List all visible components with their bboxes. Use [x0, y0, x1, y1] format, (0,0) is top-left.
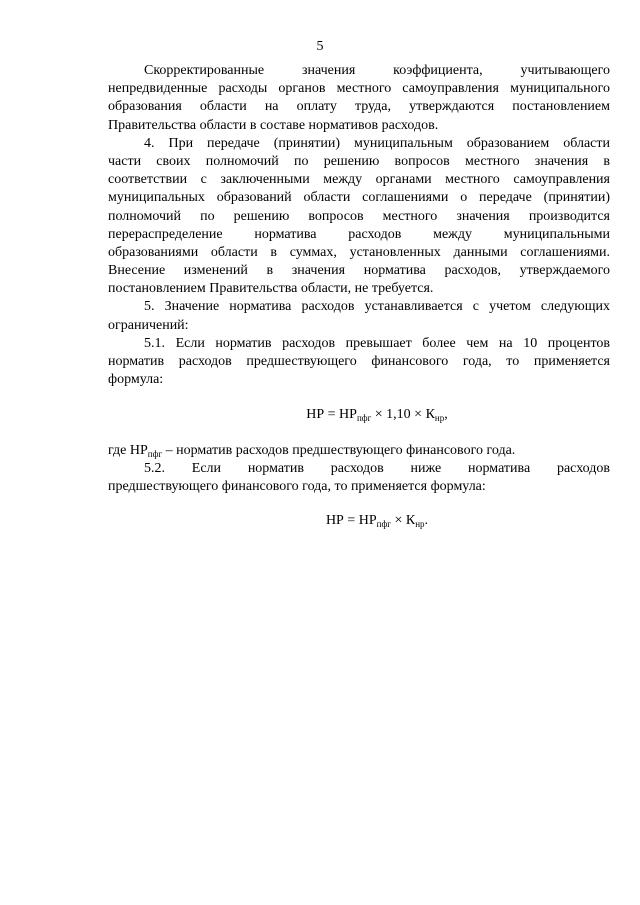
- text-line: формула:: [108, 372, 164, 388]
- formula-2-sub-nr: нр: [415, 519, 425, 530]
- formula-1-end: ,: [444, 407, 448, 423]
- text-line: 5.1. Если норматив расходов превышает более чем на 10 процентов: [144, 335, 610, 351]
- paragraphs-block-2: [108, 460, 610, 496]
- formula-2-lhs: НР = НР: [325, 513, 377, 529]
- text-line: образования области на оплату труда, утверждаются постановлением: [108, 99, 610, 115]
- text-line: непредвиденные расходы органов местного самоуправления муниципального: [108, 81, 610, 97]
- document-body: [108, 62, 610, 530]
- text-line: Внесение изменений в значения норматива расходов, утверждаемого: [108, 263, 610, 279]
- text-line: Скорректированные значения коэффициента, учитывающего: [144, 63, 610, 78]
- text-line: норматив расходов предшествующего финансового года, то применяется: [108, 354, 610, 369]
- formula-1-lhs: НР = НР: [306, 407, 357, 423]
- page-number: 5: [316, 39, 324, 54]
- formula-1: [144, 406, 610, 424]
- where-sub-pfg: пфг: [147, 448, 163, 459]
- text-line: полномочий по решению вопросов местного значения производится: [108, 208, 610, 224]
- where-pre: где НР: [108, 442, 148, 458]
- text-line: 5.2. Если норматив расходов ниже норматива расходов: [144, 460, 610, 476]
- formula-2-end: .: [424, 513, 429, 529]
- text-line: муниципальных образований области соглашениями о передаче (принятии): [108, 190, 610, 206]
- formula-2-mid: × К: [390, 513, 416, 529]
- where-line: [108, 442, 610, 460]
- text-line: ограничений:: [108, 317, 189, 333]
- text-line: перераспределение норматива расходов между муниципальными: [108, 226, 610, 242]
- text-line: части своих полномочий по решению вопросов местного значения в: [108, 153, 610, 169]
- paragraphs-block-1: [108, 62, 610, 389]
- text-line: Правительства области в составе нормативов расходов.: [108, 117, 439, 133]
- formula-2: [144, 512, 610, 530]
- formula-1-sub-nr: нр: [434, 413, 445, 424]
- formula-1-sub-pfg: пфг: [356, 413, 372, 424]
- text-line: постановлением Правительства области, не требуется.: [108, 281, 434, 297]
- text-line: соответствии с заключенными между органами местного самоуправления: [108, 172, 610, 188]
- formula-1-mid: × 1,10 × К: [371, 407, 435, 423]
- text-line: предшествующего финансового года, то применяется формула:: [108, 478, 486, 494]
- text-line: 4. При передаче (принятии) муниципальным образованием области: [144, 135, 610, 151]
- formula-2-sub-pfg: пфг: [376, 519, 391, 530]
- where-post: – норматив расходов предшествующего финансового года.: [162, 442, 516, 458]
- text-line: 5. Значение норматива расходов устанавливается с учетом следующих: [144, 299, 610, 315]
- text-line: образованиями области в суммах, установленных данными соглашениями.: [108, 244, 610, 260]
